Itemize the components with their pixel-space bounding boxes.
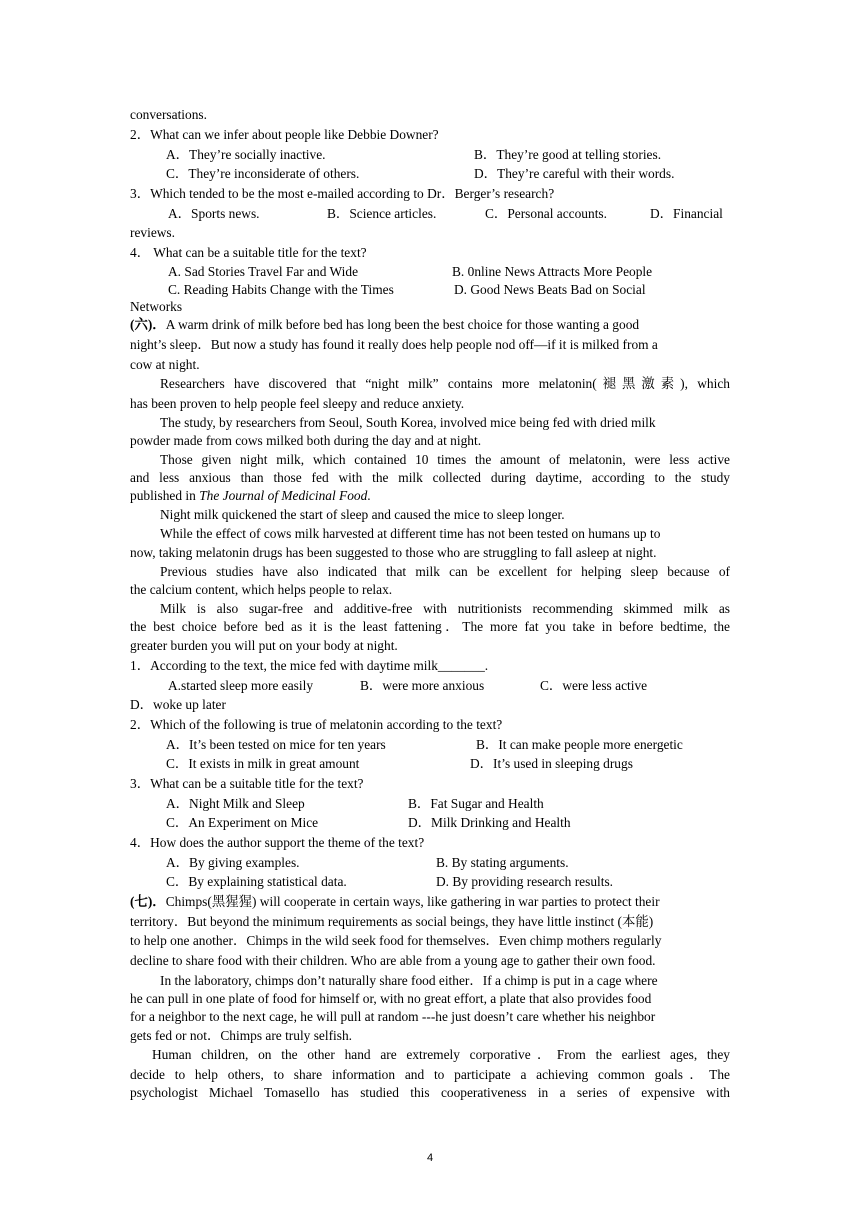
text-line: While the effect of cows milk harvested at different time has not been tested on humans up to [160,526,661,541]
text-line: A warm drink of milk before bed has long been the best choice for those wanting a good [165,317,640,332]
text-line: the best choice before bed as it is the least fattening．The more fat you take in before bedtime, the [130,619,730,634]
text-line: In the laboratory, chimps don’t naturally share food either．If a chimp is put in a cage where [160,973,658,988]
passage-6-line [130,316,730,333]
text-line: greater burden you will put on your body at night. [130,638,398,653]
option-a: A．Night Milk and Sleep [166,796,305,811]
option-b: B．were more anxious [360,678,485,693]
page-number: 4 [426,1152,434,1164]
text-line: decide to help others, to share information and to participate a achieving common goals．The [130,1067,730,1082]
question-3: 3．What can be a suitable title for the text? [130,776,364,791]
text-line: Milk is also sugar-free and additive-free with nutritionists recommending skimmed milk as [160,601,730,616]
text-line: . [367,488,371,503]
option-d: D．Milk Drinking and Health [408,815,571,830]
question-2: 2．What can we infer about people like Debbie Downer? [130,127,439,142]
option-b: B．Fat Sugar and Health [408,796,544,811]
option-c: C．were less active [540,678,648,693]
option-c: C．They’re inconsiderate of others. [166,166,360,181]
text-line: for a neighbor to the next cage, he will pull at random ---he just doesn’t care whether his neighbor [130,1009,656,1024]
option-c: C．Personal accounts. [485,206,607,221]
passage-7-line [130,893,730,910]
option-a: A．They’re socially inactive. [166,147,326,162]
text-line: psychologist Michael Tomasello has studied this cooperativeness in a series of expensive with [130,1085,730,1100]
text-line: cow at night. [130,357,200,372]
option-b: B．It can make people more energetic [476,737,683,752]
text-line: has been proven to help people feel sleepy and reduce anxiety. [130,396,465,411]
option-b: B. 0nline News Attracts More People [452,264,653,279]
journal-title: The Journal of Medicinal Food [199,488,368,503]
text-line: powder made from cows milked both during the day and at night. [130,433,482,448]
text-line: reviews. [130,225,175,240]
option-c: C. Reading Habits Change with the Times [168,282,394,297]
option-b: B．They’re good at telling stories. [474,147,662,162]
text-line: now, taking melatonin drugs has been suggested to those who are struggling to fall asleep at night. [130,545,657,560]
text-line: The study, by researchers from Seoul, South Korea, involved mice being fed with dried milk [160,415,656,430]
option-d: D. Good News Beats Bad on Social [454,282,646,297]
option-d: D．It’s used in sleeping drugs [470,756,633,771]
text-line: Previous studies have also indicated that milk can be excellent for helping sleep because of [160,564,730,579]
option-a: A．Sports news. [168,206,260,221]
option-a: A. Sad Stories Travel Far and Wide [168,264,359,279]
text-line: Those given night milk, which contained 10 times the amount of melatonin, were less active [160,452,730,467]
option-c: C．It exists in milk in great amount [166,756,360,771]
option-b: B. By stating arguments. [436,855,569,870]
option-c: C．By explaining statistical data. [166,874,347,889]
text-line: Night milk quickened the start of sleep and caused the mice to sleep longer. [160,507,565,522]
question-4: 4． What can be a suitable title for the text? [130,245,367,260]
question-2: 2．Which of the following is true of melatonin according to the text? [130,717,503,732]
option-d: D．Financial [650,206,723,221]
question-1: 1．According to the text, the mice fed with daytime milk_______. [130,658,489,673]
text-line: conversations. [130,107,207,122]
option-a: A.started sleep more easily [168,678,314,693]
passage-6-line [130,487,730,504]
text-line: territory．But beyond the minimum requirements as social beings, they have little instinct (本能) [130,914,654,929]
option-d: D．woke up later [130,697,226,712]
text-line: night’s sleep．But now a study has found it really does help people nod off—if it is milked from a [130,337,658,352]
text-line: published in [130,488,200,503]
option-c: C．An Experiment on Mice [166,815,319,830]
question-3: 3．Which tended to be the most e-mailed according to Dr．Berger’s research? [130,186,555,201]
text-line: to help one another．Chimps in the wild seek food for themselves．Even chimp mothers regularly [130,933,662,948]
option-b: B．Science articles. [327,206,437,221]
text-line: the calcium content, which helps people to relax. [130,582,393,597]
option-a: A．By giving examples. [166,855,300,870]
option-d: D. By providing research results. [436,874,614,889]
text-line: Human children, on the other hand are extremely corporative．From the earliest ages, they [152,1047,730,1062]
text-line: Networks [130,299,183,314]
option-a: A．It’s been tested on mice for ten years [166,737,386,752]
text-line: he can pull in one plate of food for himself or, with no great effort, a plate that also provides food [130,991,652,1006]
option-d: D．They’re careful with their words. [474,166,675,181]
text-line: Researchers have discovered that “night milk” contains more melatonin(褪黑激素), which [160,376,730,391]
text-line: Chimps(黑猩猩) will cooperate in certain ways, like gathering in war parties to protect their [165,894,660,909]
text-line: gets fed or not．Chimps are truly selfish. [130,1028,353,1043]
question-4: 4．How does the author support the theme of the text? [130,835,425,850]
text-line: and less anxious than those fed with the milk collected during daytime, according to the study [130,470,730,485]
section-label: (七)． [130,894,166,909]
section-label: (六)． [130,317,166,332]
text-line: decline to share food with their children. Who are able from a young age to gather their own food. [130,953,656,968]
